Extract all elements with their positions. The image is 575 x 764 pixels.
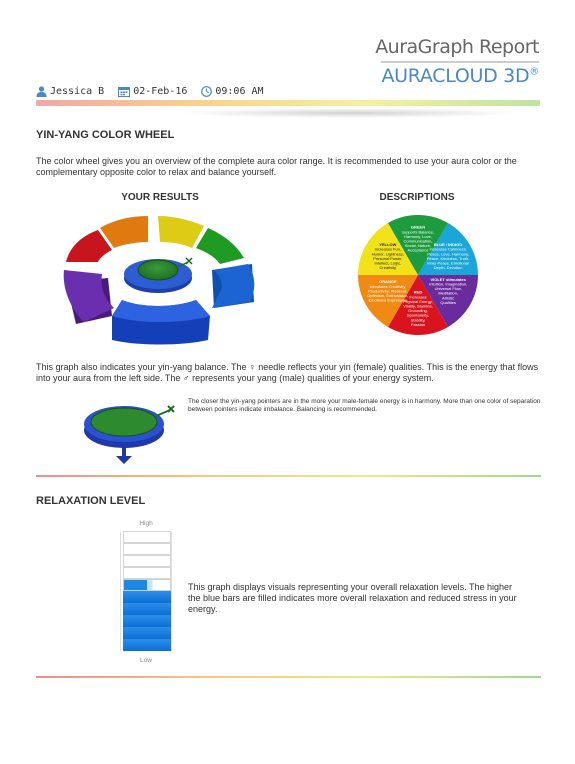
wheel-slice-line: Optimism, Enthusiasm, [367,293,409,298]
wheel-slice-line: Communication, [403,238,433,244]
wheel-segment-yellow [158,216,204,248]
yinyang-note: The closer the yin-yang pointers are in the more your male-female energy is in harmony. More than one color of separation between pointers indicate imbalance. Balancing is recommended. [188,398,541,413]
wheel-slice-line: Peace, Kindness, Truth, [426,255,470,261]
wheel-slice-title: RED [413,289,423,295]
wheel-slice-line: Harmony, Love, [404,233,432,239]
wheel-slice-title: GREEN [410,224,426,230]
section-divider-1 [36,475,541,477]
wheel-slice-line: Physical Energy, [403,298,433,304]
report-meta [36,86,278,97]
meter-bar [123,639,171,651]
wheel-slice-line: Increases Fun, [374,246,402,252]
your-results-heading: YOUR RESULTS [121,192,199,203]
wheel-slice-line: Qualities [440,299,456,305]
wheel-slice-line: Acceptance [407,247,429,253]
brand-subtitle [375,65,539,87]
clock-icon [201,86,212,97]
yin-pointer-cross-icon [168,406,174,412]
meter-bar [123,555,171,567]
meta-user [36,86,104,97]
user-name: Jessica B [50,86,105,97]
yinyang-title: YIN-YANG COLOR WHEEL [36,129,175,141]
yang-pointer-arrow-icon [116,456,132,464]
user-icon [36,86,47,97]
wheel-slice-line: Artistic [442,295,455,301]
wheel-slice-line: Universal Flow, [434,286,462,292]
report-title: AuraGraph Report [375,36,539,58]
section-divider-2 [36,676,541,678]
descriptions-heading: DESCRIPTIONS [379,192,455,203]
meter-high-label: High [139,520,153,527]
wheel-slice-line: Intuition, Imagination, [429,281,468,287]
wheel-slice-line: Humor, Lightness, [371,251,404,257]
meter-bar [123,627,171,639]
wheel-slice-line: Vitality, Stamina, [403,303,433,309]
header-color-bar [36,100,540,106]
meter-bar [123,579,171,591]
wheel-slice-line: Meditation, [438,290,458,296]
relaxation-meter [120,532,172,651]
wheel-slice-line: Stability, [410,317,426,323]
wheel-slice-line: Intellect, Logic, [374,260,402,266]
meter-bar [123,591,171,603]
meter-bar [123,567,171,579]
yin-yang-needle-graphic [82,392,182,466]
meta-date [118,86,187,97]
brand-header [375,36,539,87]
wheel-slice-line: Depth, Devotion [433,265,463,271]
descriptions-color-wheel [356,213,480,337]
brand-rule [381,61,539,63]
wheel-slice-title: VIOLET stimulates [430,276,466,282]
yinyang-intro: The color wheel gives you an overview of the complete aura color range. It is recommended to use your aura color or the complementary opposite color to relax and balance yourself. [36,156,517,177]
wheel-slice-line: Personal Power, [373,255,403,261]
wheel-slice-title: BLUE / INDIGO [433,242,463,248]
wheel-slice-title: ORANGE [379,279,397,285]
meter-low-label: Low [140,657,152,664]
meter-bar [123,603,171,615]
wheel-slice-line: Inner Peace, Emotional [427,260,469,266]
wheel-slice-line: Increases [409,294,427,300]
report-date: 02-Feb-16 [133,86,188,97]
wheel-segment-green [196,228,244,264]
wheel-slice-line: stimulates Creativity, [369,283,407,289]
wheel-slice-line: Social, Nature, [404,243,432,249]
wheel-slice-line: supports Balance, [401,229,435,235]
wheel-slice-line: Grounding, [408,308,428,314]
wheel-slice-title: YELLOW [379,242,397,248]
wheel-slice-line: Peace, Love, Harmony, [427,251,469,257]
wheel-segment-blue-front-top [112,300,210,322]
wheel-slice-line: Emotional Expression [368,297,408,303]
brand-subtitle-text: AURACLOUD 3D [381,65,530,87]
wheel-slice-line: Creativity [379,265,397,271]
meter-bar [123,531,171,543]
wheel-slice-line: Passion [410,321,426,327]
wheel-slice-line: Spontaneity, [407,312,429,318]
header-shadow [180,108,520,118]
wheel-slice-line: Increases Calmness, [429,246,467,252]
yang-pointer-stem-icon [122,444,126,458]
needle-tip-icon [186,258,192,264]
meta-time [201,86,263,97]
registered-mark: ® [529,66,539,78]
wheel-slice-line: Productivity, Pleasure, [368,288,408,294]
results-color-wheel [62,212,258,346]
yinyang-balance-text: This graph also indicates your yin-yang balance. The ♀ needle reflects your yin (female) qualities. This is the energy that flows into your aura from the left side. The ♂ represents your yang (male) qualities of your energy system. [36,362,539,383]
meter-bar [123,543,171,555]
relaxation-title: RELAXATION LEVEL [36,495,146,507]
wheel-center-disc [138,260,178,280]
meter-bar [123,615,171,627]
calendar-icon [118,86,130,97]
relaxation-description: This graph displays visuals representing your overall relaxation levels. The higher the blue bars are filled indicates more overall relaxation and reduced stress in your energy. [188,582,517,614]
report-time: 09:06 AM [215,86,264,97]
